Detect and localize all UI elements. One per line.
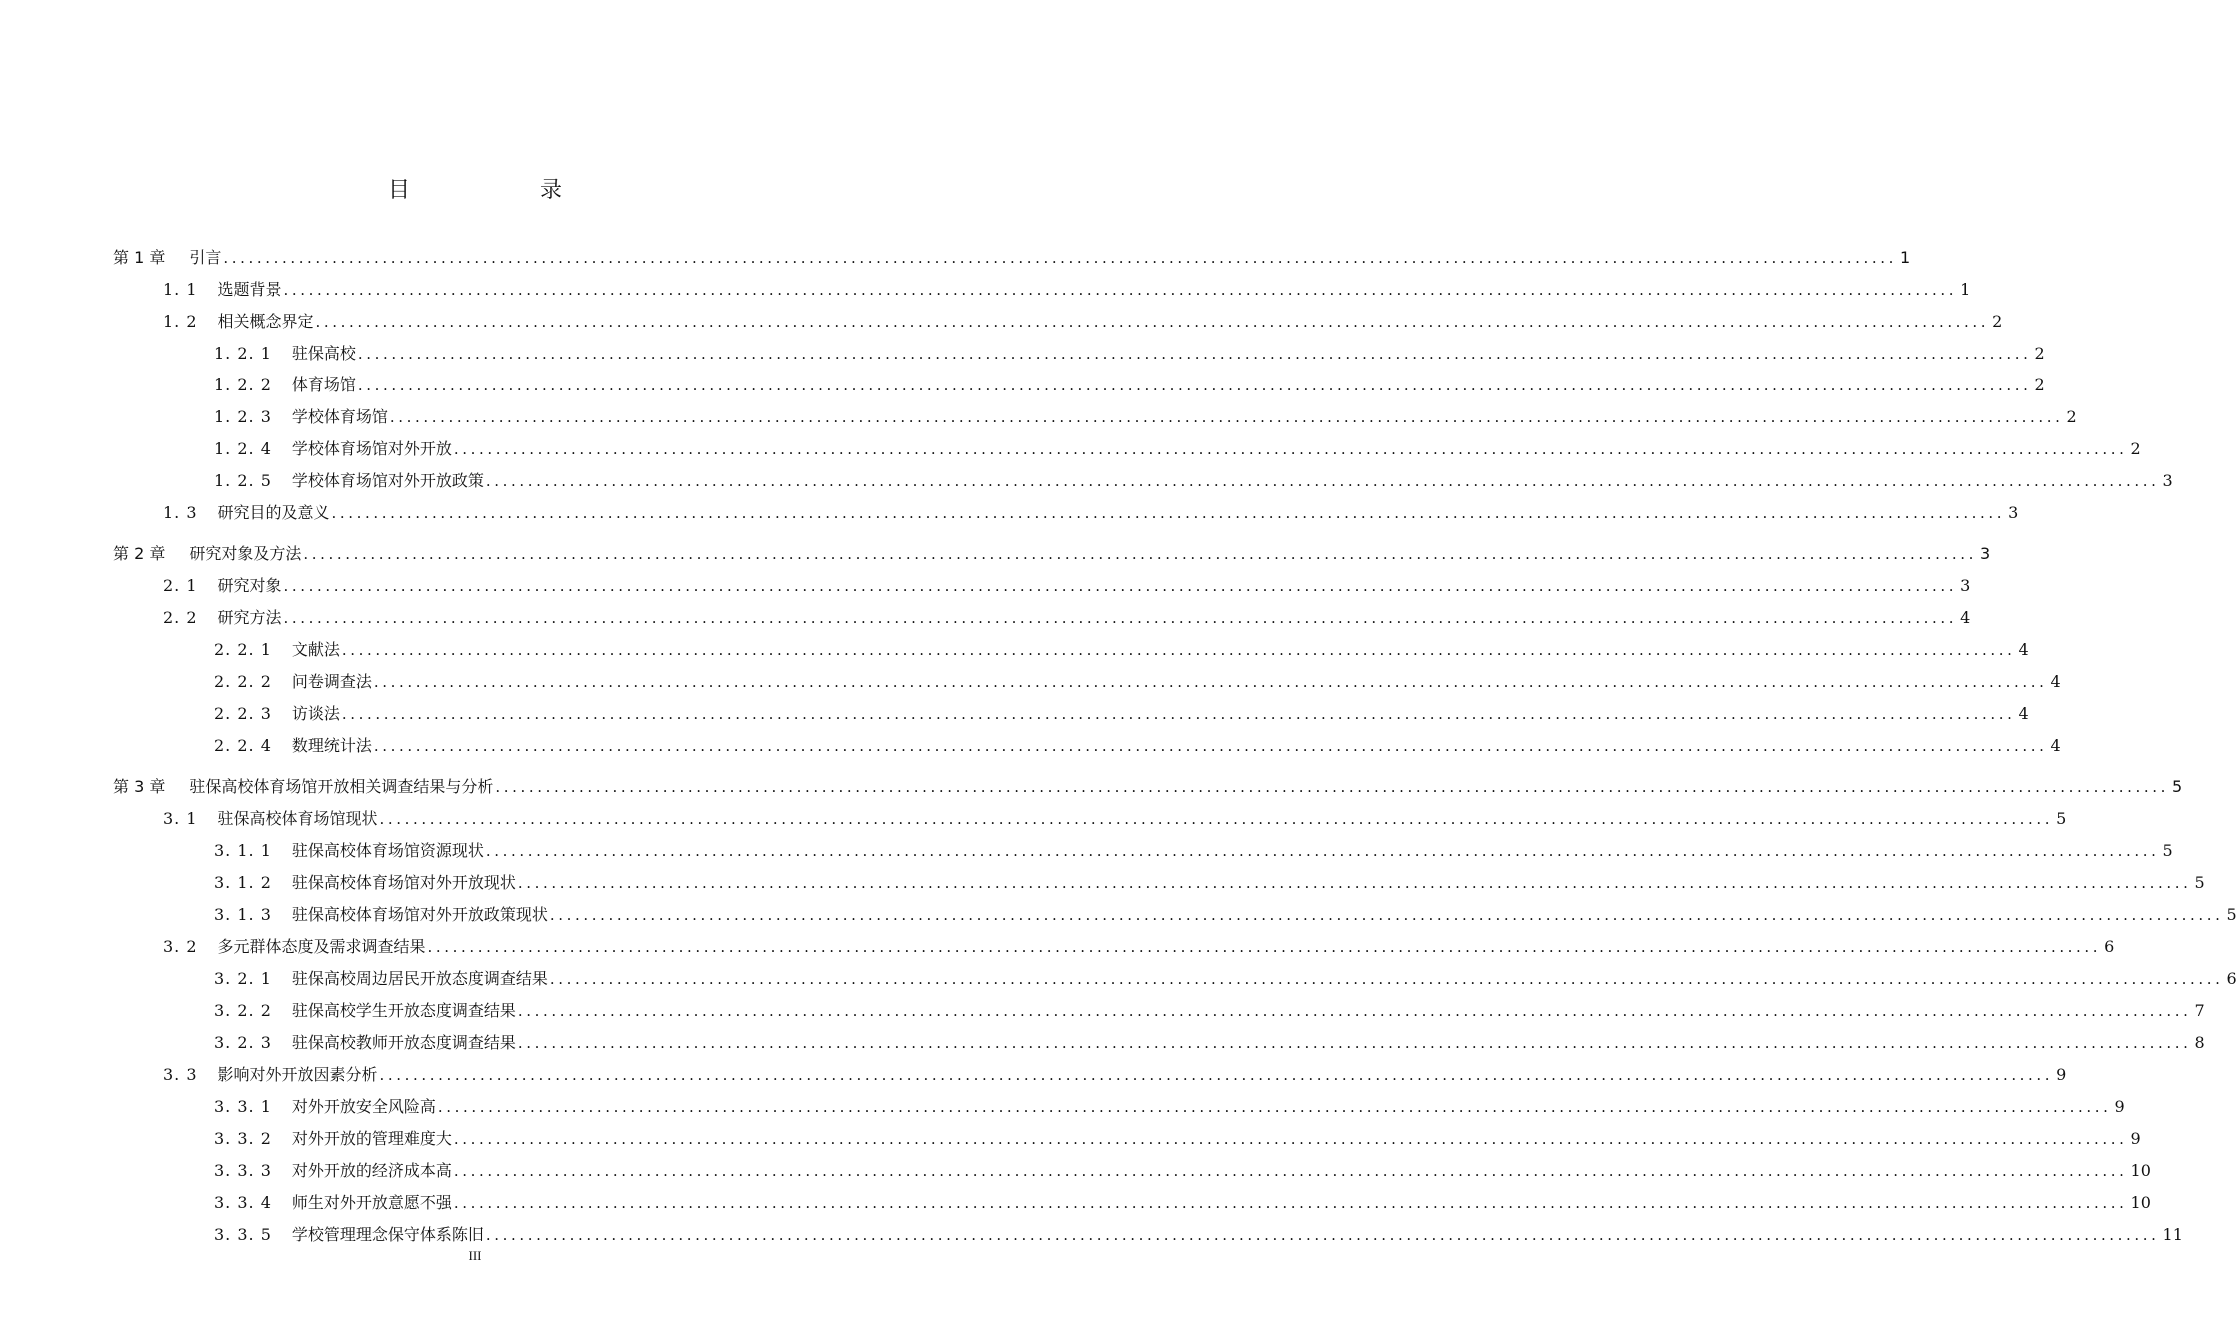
toc-entry-number: 第 3 章 bbox=[113, 777, 166, 796]
toc-entry-page: 10 bbox=[2130, 1193, 2151, 1212]
toc-entry[interactable] bbox=[214, 1160, 2151, 1182]
toc-entry-title: 多元群体态度及需求调查结果 bbox=[217, 937, 426, 956]
toc-entry-title: 对外开放安全风险高 bbox=[291, 1097, 436, 1116]
toc-dot-leader: ........................................................................................................................................................................................................ bbox=[495, 778, 2169, 796]
toc-entry[interactable] bbox=[214, 671, 2061, 693]
toc-entry[interactable] bbox=[214, 840, 2173, 862]
toc-entry[interactable] bbox=[163, 311, 2003, 333]
toc-entry-title: 驻保高校体育场馆资源现状 bbox=[291, 841, 484, 860]
toc-entry-number: 3. 1. 2 bbox=[214, 873, 272, 892]
toc-dot-leader: ........................................................................................................................................................................................................ bbox=[357, 376, 2032, 394]
toc-dot-leader: ........................................................................................................................................................................................................ bbox=[283, 577, 1958, 595]
toc-entry-title: 引言 bbox=[189, 248, 222, 267]
toc-entry-title: 数理统计法 bbox=[291, 736, 372, 755]
toc-entry-title: 访谈法 bbox=[291, 704, 340, 723]
toc-dot-leader: ........................................................................................................................................................................................................ bbox=[549, 970, 2224, 988]
toc-dot-leader: ........................................................................................................................................................................................................ bbox=[427, 938, 2102, 956]
toc-entry-number: 3. 3. 2 bbox=[214, 1129, 272, 1148]
toc-entry-number: 1. 2. 3 bbox=[214, 407, 272, 426]
toc-dot-leader: ........................................................................................................................................................................................................ bbox=[373, 673, 2048, 691]
toc-dot-leader: ........................................................................................................................................................................................................ bbox=[453, 440, 2128, 458]
toc-entry-number: 2. 2. 2 bbox=[214, 672, 272, 691]
toc-entry-number: 3. 3. 4 bbox=[214, 1193, 272, 1212]
toc-entry-page: 6 bbox=[2104, 937, 2115, 956]
toc-entry-number: 3. 3. 3 bbox=[214, 1161, 272, 1180]
toc-entry-number: 第 1 章 bbox=[113, 248, 166, 267]
toc-entry-title: 驻保高校学生开放态度调查结果 bbox=[291, 1001, 516, 1020]
toc-entry-number: 1. 2 bbox=[163, 312, 198, 331]
toc-entry-number: 1. 2. 5 bbox=[214, 471, 272, 490]
toc-entry[interactable] bbox=[214, 1032, 2205, 1054]
toc-dot-leader: ........................................................................................................................................................................................................ bbox=[283, 609, 1958, 627]
toc-entry-page: 3 bbox=[1980, 544, 1991, 563]
toc-entry-title: 研究方法 bbox=[217, 608, 282, 627]
toc-dot-leader: ........................................................................................................................................................................................................ bbox=[303, 545, 1977, 563]
toc-entry[interactable] bbox=[214, 735, 2061, 757]
toc-entry-page: 4 bbox=[2018, 704, 2029, 723]
toc-dot-leader: ........................................................................................................................................................................................................ bbox=[331, 504, 2006, 522]
toc-dot-leader: ........................................................................................................................................................................................................ bbox=[517, 874, 2192, 892]
toc-chapter-entry[interactable] bbox=[113, 247, 1911, 269]
toc-entry-number: 3. 2. 3 bbox=[214, 1033, 272, 1052]
toc-entry-title: 学校体育场馆对外开放 bbox=[291, 439, 452, 458]
toc-entry-number: 1. 2. 2 bbox=[214, 375, 272, 394]
toc-title: 目 录 bbox=[387, 178, 616, 203]
toc-entry-number: 2. 1 bbox=[163, 576, 198, 595]
toc-dot-leader: ........................................................................................................................................................................................................ bbox=[549, 906, 2224, 924]
toc-entry-number: 3. 3 bbox=[163, 1065, 198, 1084]
toc-entry-number: 第 2 章 bbox=[113, 544, 166, 563]
toc-entry[interactable] bbox=[163, 808, 2067, 830]
toc-dot-leader: ........................................................................................................................................................................................................ bbox=[453, 1194, 2128, 1212]
toc-entry-number: 1. 3 bbox=[163, 503, 198, 522]
toc-entry-number: 1. 2. 4 bbox=[214, 439, 272, 458]
toc-dot-leader: ........................................................................................................................................................................................................ bbox=[283, 281, 1958, 299]
toc-entry-page: 2 bbox=[2034, 344, 2045, 363]
toc-entry-title: 驻保高校 bbox=[291, 344, 356, 363]
toc-chapter-entry[interactable] bbox=[113, 543, 1991, 565]
toc-dot-leader: ........................................................................................................................................................................................................ bbox=[453, 1130, 2128, 1148]
toc-entry[interactable] bbox=[163, 502, 2019, 524]
toc-entry-title: 学校管理理念保守体系陈旧 bbox=[291, 1225, 484, 1244]
toc-entry-page: 6 bbox=[2226, 969, 2237, 988]
toc-entry-number: 3. 1. 3 bbox=[214, 905, 272, 924]
toc-entry-page: 3 bbox=[1960, 576, 1971, 595]
toc-entry-page: 2 bbox=[2034, 375, 2045, 394]
toc-entry-page: 9 bbox=[2130, 1129, 2141, 1148]
toc-entry-page: 2 bbox=[2066, 407, 2077, 426]
toc-entry-page: 9 bbox=[2056, 1065, 2067, 1084]
toc-entry-number: 2. 2 bbox=[163, 608, 198, 627]
toc-entry-title: 学校体育场馆 bbox=[291, 407, 388, 426]
toc-dot-leader: ........................................................................................................................................................................................................ bbox=[437, 1098, 2112, 1116]
toc-dot-leader: ........................................................................................................................................................................................................ bbox=[485, 1226, 2160, 1244]
toc-entry[interactable] bbox=[214, 406, 2077, 428]
toc-dot-leader: ........................................................................................................................................................................................................ bbox=[341, 641, 2016, 659]
toc-entry-title: 师生对外开放意愿不强 bbox=[291, 1193, 452, 1212]
toc-entry-title: 相关概念界定 bbox=[217, 312, 314, 331]
toc-dot-leader: ........................................................................................................................................................................................................ bbox=[517, 1002, 2192, 1020]
toc-entry-number: 3. 1 bbox=[163, 809, 198, 828]
toc-dot-leader: ........................................................................................................................................................................................................ bbox=[517, 1034, 2192, 1052]
toc-entry[interactable] bbox=[163, 1064, 2067, 1086]
toc-dot-leader: ........................................................................................................................................................................................................ bbox=[341, 705, 2016, 723]
toc-entry-title: 体育场馆 bbox=[291, 375, 356, 394]
toc-dot-leader: ........................................................................................................................................................................................................ bbox=[453, 1162, 2128, 1180]
toc-entry-page: 5 bbox=[2162, 841, 2173, 860]
toc-entry[interactable] bbox=[214, 904, 2237, 926]
toc-dot-leader: ........................................................................................................................................................................................................ bbox=[315, 313, 1990, 331]
toc-entry-title: 问卷调查法 bbox=[291, 672, 372, 691]
toc-entry[interactable] bbox=[214, 343, 2045, 365]
toc-entry-page: 4 bbox=[2018, 640, 2029, 659]
toc-dot-leader: ........................................................................................................................................................................................................ bbox=[485, 842, 2160, 860]
toc-entry-page: 3 bbox=[2008, 503, 2019, 522]
toc-entry[interactable] bbox=[214, 1224, 2183, 1246]
toc-entry-page: 1 bbox=[1900, 248, 1911, 267]
toc-entry-page: 5 bbox=[2226, 905, 2237, 924]
toc-entry-page: 11 bbox=[2162, 1225, 2183, 1244]
toc-entry-title: 驻保高校体育场馆现状 bbox=[217, 809, 378, 828]
toc-entry-number: 3. 3. 1 bbox=[214, 1097, 272, 1116]
toc-entry-page: 1 bbox=[1960, 280, 1971, 299]
toc-entry-title: 研究目的及意义 bbox=[217, 503, 330, 522]
toc-entry-title: 驻保高校体育场馆对外开放政策现状 bbox=[291, 905, 548, 924]
toc-entry-number: 3. 2. 2 bbox=[214, 1001, 272, 1020]
toc-entry-number: 3. 3. 5 bbox=[214, 1225, 272, 1244]
toc-entry-page: 5 bbox=[2172, 777, 2183, 796]
toc-entry-page: 5 bbox=[2056, 809, 2067, 828]
page-number: III bbox=[468, 1248, 482, 1263]
toc-entry-page: 4 bbox=[2050, 672, 2061, 691]
toc-entry-number: 2. 2. 4 bbox=[214, 736, 272, 755]
toc-entry-page: 2 bbox=[2130, 439, 2141, 458]
toc-entry[interactable] bbox=[214, 1192, 2151, 1214]
toc-entry[interactable] bbox=[163, 607, 1971, 629]
toc-entry-number: 2. 2. 1 bbox=[214, 640, 272, 659]
toc-entry[interactable] bbox=[214, 703, 2029, 725]
toc-dot-leader: ........................................................................................................................................................................................................ bbox=[485, 472, 2160, 490]
toc-dot-leader: ........................................................................................................................................................................................................ bbox=[379, 810, 2054, 828]
toc-entry-page: 10 bbox=[2130, 1161, 2151, 1180]
toc-dot-leader: ........................................................................................................................................................................................................ bbox=[373, 737, 2048, 755]
toc-dot-leader: ........................................................................................................................................................................................................ bbox=[357, 345, 2032, 363]
toc-entry-page: 4 bbox=[2050, 736, 2061, 755]
toc-entry-title: 影响对外开放因素分析 bbox=[217, 1065, 378, 1084]
toc-entry-page: 9 bbox=[2114, 1097, 2125, 1116]
toc-chapter-entry[interactable] bbox=[113, 776, 2183, 798]
toc-entry-title: 驻保高校体育场馆对外开放现状 bbox=[291, 873, 516, 892]
toc-entry-page: 8 bbox=[2194, 1033, 2205, 1052]
toc-entry[interactable] bbox=[214, 438, 2141, 460]
toc-entry-number: 3. 1. 1 bbox=[214, 841, 272, 860]
toc-entry-number: 3. 2. 1 bbox=[214, 969, 272, 988]
toc-entry-title: 驻保高校周边居民开放态度调查结果 bbox=[291, 969, 548, 988]
toc-entry-number: 3. 2 bbox=[163, 937, 198, 956]
toc-entry[interactable] bbox=[214, 1000, 2205, 1022]
toc-entry-page: 2 bbox=[1992, 312, 2003, 331]
toc-entry-number: 1. 1 bbox=[163, 280, 198, 299]
toc-entry[interactable] bbox=[163, 936, 2115, 958]
toc-entry-number: 1. 2. 1 bbox=[214, 344, 272, 363]
toc-entry[interactable] bbox=[214, 968, 2237, 990]
toc-entry[interactable] bbox=[214, 1128, 2141, 1150]
toc-entry-page: 7 bbox=[2194, 1001, 2205, 1020]
toc-entry-number: 2. 2. 3 bbox=[214, 704, 272, 723]
toc-dot-leader: ........................................................................................................................................................................................................ bbox=[223, 249, 1897, 267]
toc-entry-title: 对外开放的经济成本高 bbox=[291, 1161, 452, 1180]
toc-entry-title: 对外开放的管理难度大 bbox=[291, 1129, 452, 1148]
toc-entry-page: 3 bbox=[2162, 471, 2173, 490]
toc-entry-title: 选题背景 bbox=[217, 280, 282, 299]
toc-entry[interactable] bbox=[214, 872, 2205, 894]
toc-entry-title: 文献法 bbox=[291, 640, 340, 659]
toc-entry[interactable] bbox=[214, 374, 2045, 396]
toc-entry-title: 驻保高校教师开放态度调查结果 bbox=[291, 1033, 516, 1052]
toc-entry-title: 驻保高校体育场馆开放相关调查结果与分析 bbox=[189, 777, 494, 796]
toc-dot-leader: ........................................................................................................................................................................................................ bbox=[379, 1066, 2054, 1084]
toc-entry-page: 5 bbox=[2194, 873, 2205, 892]
toc-entry-title: 学校体育场馆对外开放政策 bbox=[291, 471, 484, 490]
toc-entry[interactable] bbox=[163, 279, 1971, 301]
toc-entry-page: 4 bbox=[1960, 608, 1971, 627]
toc-entry[interactable] bbox=[214, 1096, 2125, 1118]
toc-entry-title: 研究对象及方法 bbox=[189, 544, 302, 563]
toc-entry-title: 研究对象 bbox=[217, 576, 282, 595]
toc-entry[interactable] bbox=[214, 470, 2173, 492]
toc-entry[interactable] bbox=[214, 639, 2029, 661]
toc-dot-leader: ........................................................................................................................................................................................................ bbox=[389, 408, 2064, 426]
toc-entry[interactable] bbox=[163, 575, 1971, 597]
